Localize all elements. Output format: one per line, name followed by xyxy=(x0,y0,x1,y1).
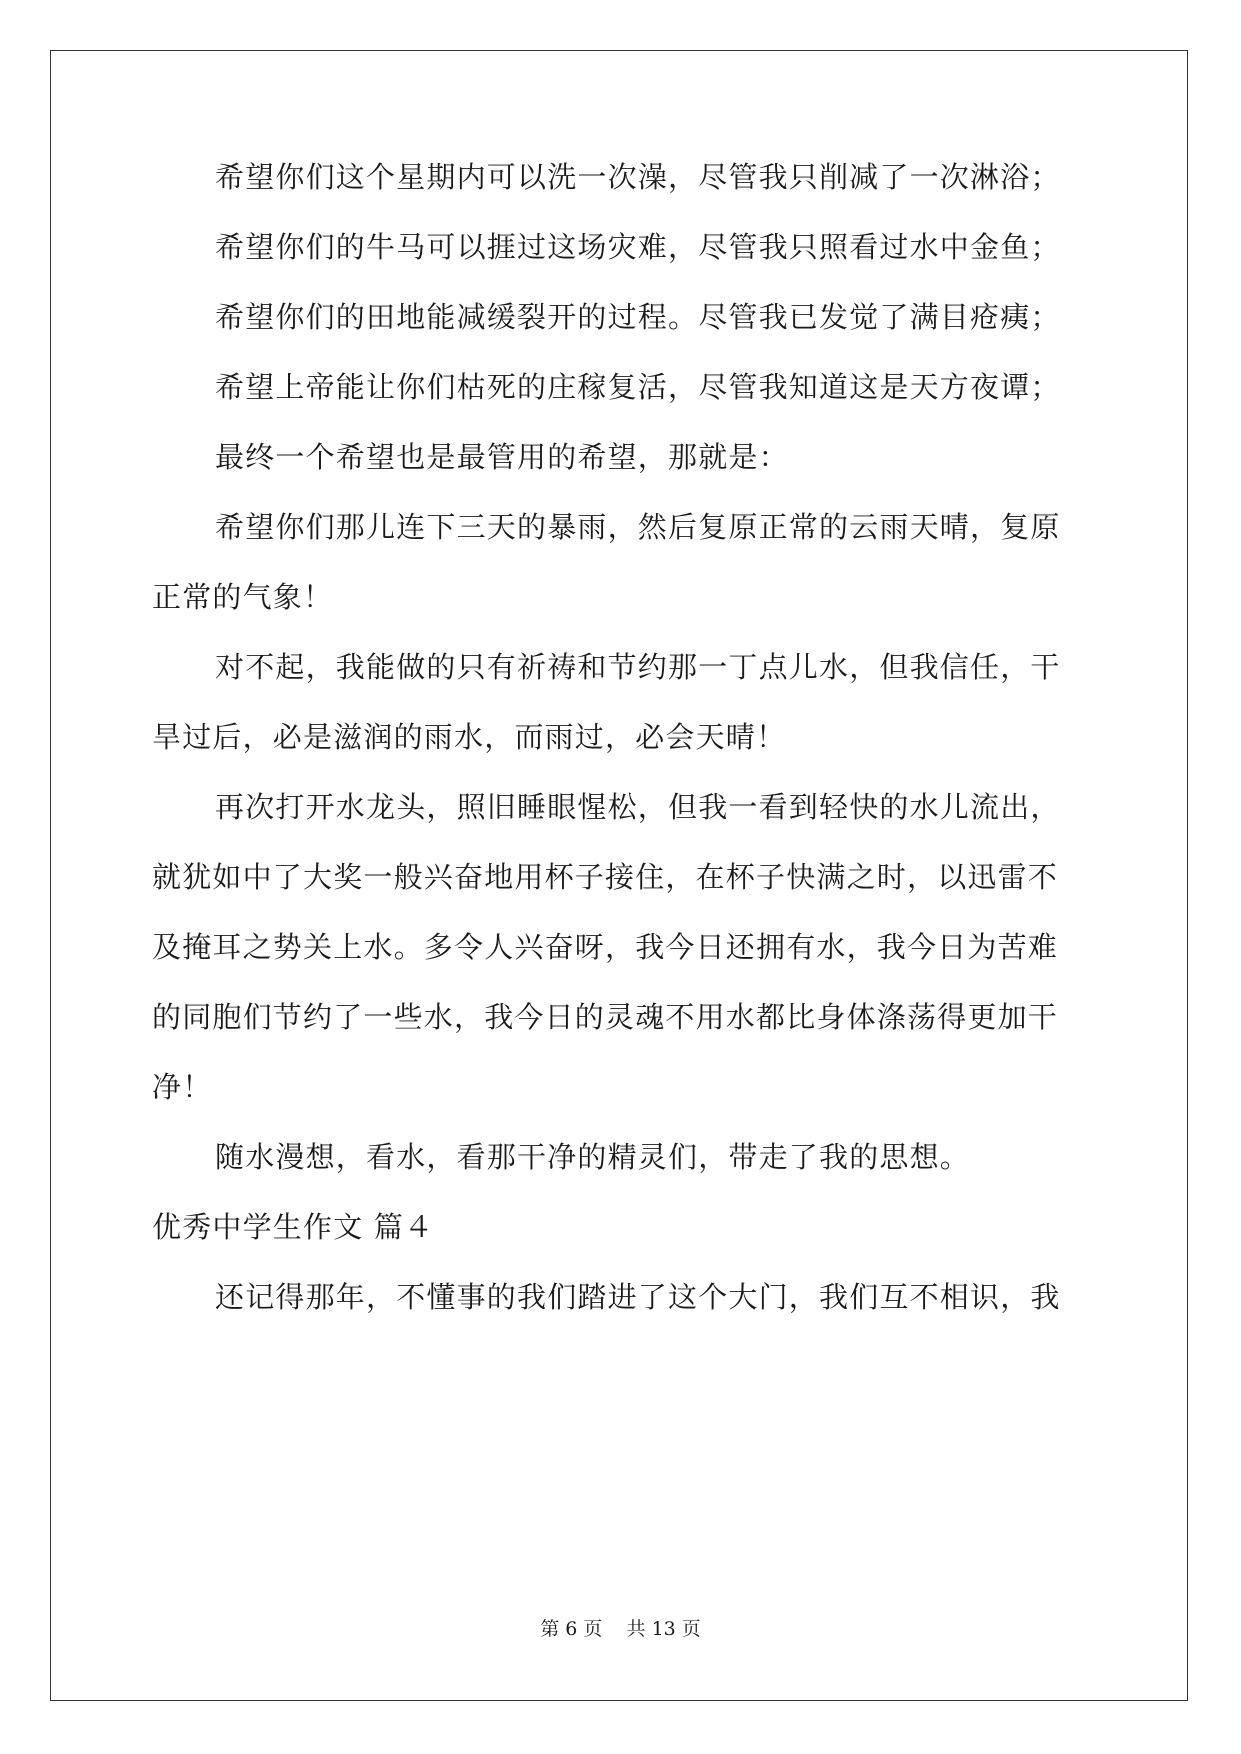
paragraph-line: 希望你们的田地能减缓裂开的过程。尽管我已发觉了满目疮痍； xyxy=(215,300,1061,334)
paragraph-line: 的同胞们节约了一些水，我今日的灵魂不用水都比身体涤荡得更加干 xyxy=(152,1000,1059,1034)
section-heading: 优秀中学生作文 篇４ xyxy=(152,1210,435,1244)
paragraph-line: 正常的气象！ xyxy=(152,580,334,614)
paragraph-line: 希望你们那儿连下三天的暴雨，然后复原正常的云雨天晴，复原 xyxy=(215,510,1061,544)
paragraph-line: 随水漫想，看水，看那干净的精灵们，带走了我的思想。 xyxy=(215,1140,971,1174)
paragraph-line: 希望上帝能让你们枯死的庄稼复活，尽管我知道这是天方夜谭； xyxy=(215,370,1061,404)
paragraph-line: 就犹如中了大奖一般兴奋地用杯子接住，在杯子快满之时，以迅雷不 xyxy=(152,860,1059,894)
paragraph-line: 希望你们这个星期内可以洗一次澡，尽管我只削减了一次淋浴； xyxy=(215,160,1061,194)
paragraph-line: 希望你们的牛马可以捱过这场灾难，尽管我只照看过水中金鱼； xyxy=(215,230,1061,264)
paragraph-line: 还记得那年，不懂事的我们踏进了这个大门，我们互不相识，我 xyxy=(215,1280,1061,1314)
page-number-footer: 第 6 页 共 13 页 xyxy=(540,1618,701,1640)
paragraph-line: 旱过后，必是滋润的雨水，而雨过，必会天晴！ xyxy=(152,720,787,754)
paragraph-line: 再次打开水龙头，照旧睡眼惺松，但我一看到轻快的水儿流出， xyxy=(215,790,1061,824)
paragraph-line: 对不起，我能做的只有祈祷和节约那一丁点儿水，但我信任，干 xyxy=(215,650,1061,684)
paragraph-line: 最终一个希望也是最管用的希望，那就是： xyxy=(215,440,789,474)
paragraph-line: 净！ xyxy=(152,1070,213,1104)
paragraph-line: 及掩耳之势关上水。多令人兴奋呀，我今日还拥有水，我今日为苦难 xyxy=(152,930,1059,964)
